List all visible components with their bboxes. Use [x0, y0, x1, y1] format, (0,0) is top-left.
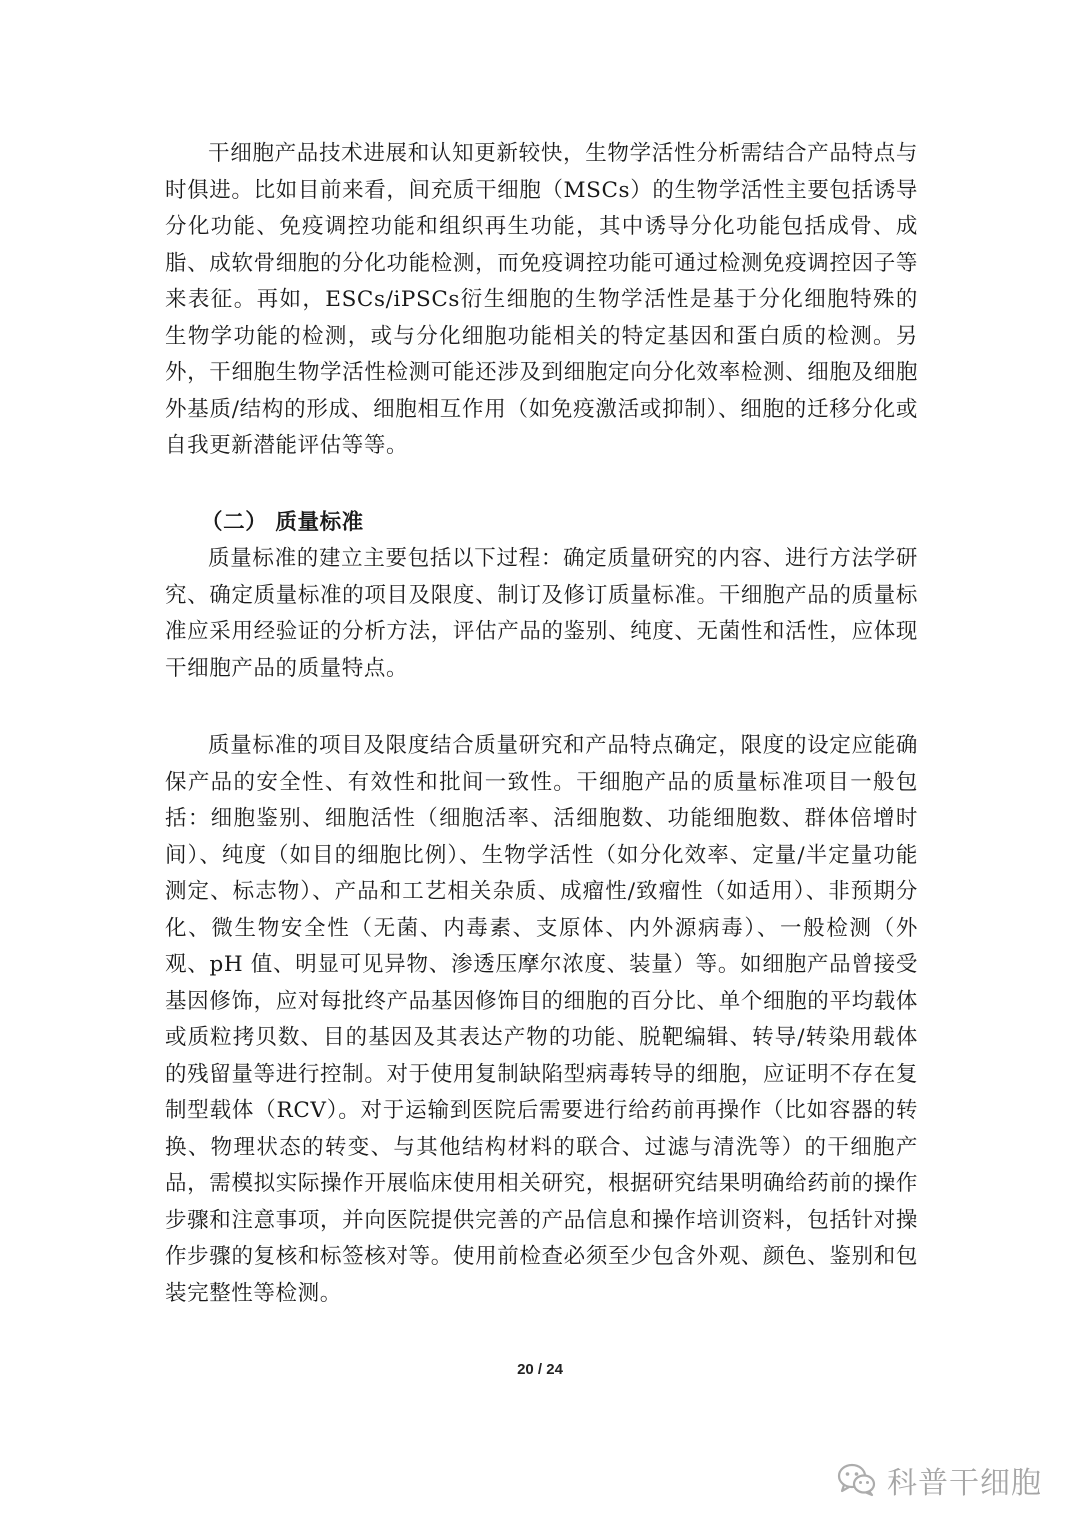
- document-body: [165, 136, 918, 1312]
- paragraph-bioactivity: 干细胞产品技术进展和认知更新较快，生物学活性分析需结合产品特点与时俱进。比如目前来看，间充质干细胞（MSCs）的生物学活性主要包括诱导分化功能、免疫调控功能和组织再生功能，其中诱导分化功能包括成骨、成脂、成软骨细胞的分化功能检测，而免疫调控功能可通过检测免疫调控因子等来表征。再如，ESCs/iPSCs衍生细胞的生物学活性是基于分化细胞特殊的生物学功能的检测，或与分化细胞功能相关的特定基因和蛋白质的检测。另外，干细胞生物学活性检测可能还涉及到细胞定向分化效率检测、细胞及细胞外基质/结构的形成、细胞相互作用（如免疫激活或抑制）、细胞的迁移分化或自我更新潜能评估等等。: [165, 141, 918, 458]
- paragraph-quality-standard-process: 质量标准的建立主要包括以下过程：确定质量研究的内容、进行方法学研究、确定质量标准的项目及限度、制订及修订质量标准。干细胞产品的质量标准应采用经验证的分析方法，评估产品的鉴别、纯度、无菌性和活性，应体现干细胞产品的质量特点。: [165, 546, 918, 681]
- watermark-text: 科普干细胞: [887, 1466, 1042, 1501]
- watermark: [837, 1460, 1042, 1500]
- wechat-icon: [837, 1462, 877, 1498]
- page-number: 20 / 24: [517, 1361, 563, 1378]
- paragraph-quality-standard-items: 质量标准的项目及限度结合质量研究和产品特点确定，限度的设定应能确保产品的安全性、有效性和批间一致性。干细胞产品的质量标准项目一般包括：细胞鉴别、细胞活性（细胞活率、活细胞数、功能细胞数、群体倍增时间）、纯度（如目的细胞比例）、生物学活性（如分化效率、定量/半定量功能测定、标志物）、产品和工艺相关杂质、成瘤性/致瘤性（如适用）、非预期分化、微生物安全性（无菌、内毒素、支原体、内外源病毒）、一般检测（外观、pH 值、明显可见异物、渗透压摩尔浓度、装量）等。如细胞产品曾接受基因修饰，应对每批终产品基因修饰目的细胞的百分比、单个细胞的平均载体或质粒拷贝数、目的基因及其表达产物的功能、脱靶编辑、转导/转染用载体的残留量等进行控制。对于使用复制缺陷型病毒转导的细胞，应证明不存在复制型载体（RCV）。对于运输到医院后需要进行给药前再操作（比如容器的转换、物理状态的转变、与其他结构材料的联合、过滤与清洗等）的干细胞产品，需模拟实际操作开展临床使用相关研究，根据研究结果明确给药前的操作步骤和注意事项，并向医院提供完善的产品信息和操作培训资料，包括针对操作步骤的复核和标签核对等。使用前检查必须至少包含外观、颜色、鉴别和包装完整性等检测。: [165, 733, 918, 1306]
- section-heading-quality-standard: （二） 质量标准: [201, 509, 364, 535]
